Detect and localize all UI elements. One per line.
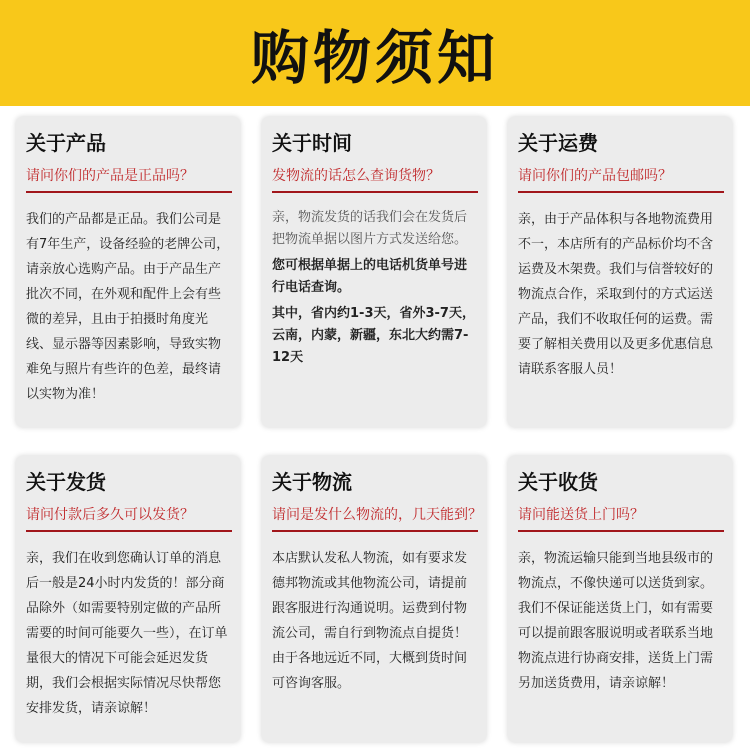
card-body-text: 本店默认发私人物流，如有要求发德邦物流或其他物流公司，请提前跟客服进行沟通说明。运费到付物流公司，需自行到物流点自提货！由于各地远近不同，大概到货时间可咨询客服。 [272,551,468,691]
card-dispatch [16,456,240,742]
card-body [518,546,724,696]
card-question: 请问是发什么物流的，几天能到？ [272,504,478,532]
header-banner [0,0,750,106]
card-body-text: 亲，我们在收到您确认订单的消息后一般是24小时内发货的！部分商品除外（如需要特别定做的产品所需要的时间可能要久一些），在订单量很大的情况下可能会延迟发货期，我们会根据实际情况尽快帮您安排发货，请亲谅解！ [26,551,228,716]
card-title: 关于物流 [272,470,352,494]
card-receiving [508,456,732,742]
card-body [26,207,232,407]
card-question: 请问付款后多久可以发货？ [26,504,232,532]
card-title: 关于收货 [518,470,598,494]
card-body-text: 我们的产品都是正品。我们公司是有7年生产，设备经验的老牌公司，请亲放心选购产品。由于产品生产批次不同，在外观和配件上会有些微的差异，且由于拍摄时角度光线、显示器等因素影响，导致实物难免与照片有些许的色差，最终请以实物为准！ [26,212,230,402]
card-body [272,546,478,696]
card-title: 关于时间 [272,131,352,155]
card-body-text: 亲，由于产品体积与各地物流费用不一，本店所有的产品标价均不含运费及木架费。我们与信誉较好的物流点合作，采取到付的方式运送产品，我们不收取任何的运费。需要了解相关费用以及更多优惠信息请联系客服人员！ [518,212,714,377]
card-body [272,207,478,369]
card-question: 请问你们的产品是正品吗？ [26,165,232,193]
card-title: 关于发货 [26,470,106,494]
card-title: 关于运费 [518,131,598,155]
card-time [262,117,486,427]
card-question: 请问能送货上门吗？ [518,504,724,532]
card-body-bold-text-2: 其中，省内约1-3天，省外3-7天，云南，内蒙，新疆，东北大约需7-12天 [272,306,475,365]
card-question: 发物流的话怎么查询货物？ [272,165,478,193]
page-title: 购物须知 [250,24,499,92]
card-title: 关于产品 [26,131,106,155]
card-logistics [262,456,486,742]
card-body-text: 亲，物流发货的话我们会在发货后把物流单据以图片方式发送给您。 [272,210,468,247]
card-body [518,207,724,382]
card-body [26,546,232,721]
card-shipping-fee [508,117,732,427]
card-body-bold-text: 您可根据单据上的电话机货单号进行电话查询。 [272,258,468,295]
card-body-text: 亲，物流运输只能到当地县级市的物流点，不像快递可以送货到家。我们不保证能送货上门，如有需要可以提前跟客服说明或者联系当地物流点进行协商安排，送货上门需另加送货费用，请亲谅解！ [518,551,714,691]
card-question: 请问你们的产品包邮吗？ [518,165,724,193]
card-product [16,117,240,427]
